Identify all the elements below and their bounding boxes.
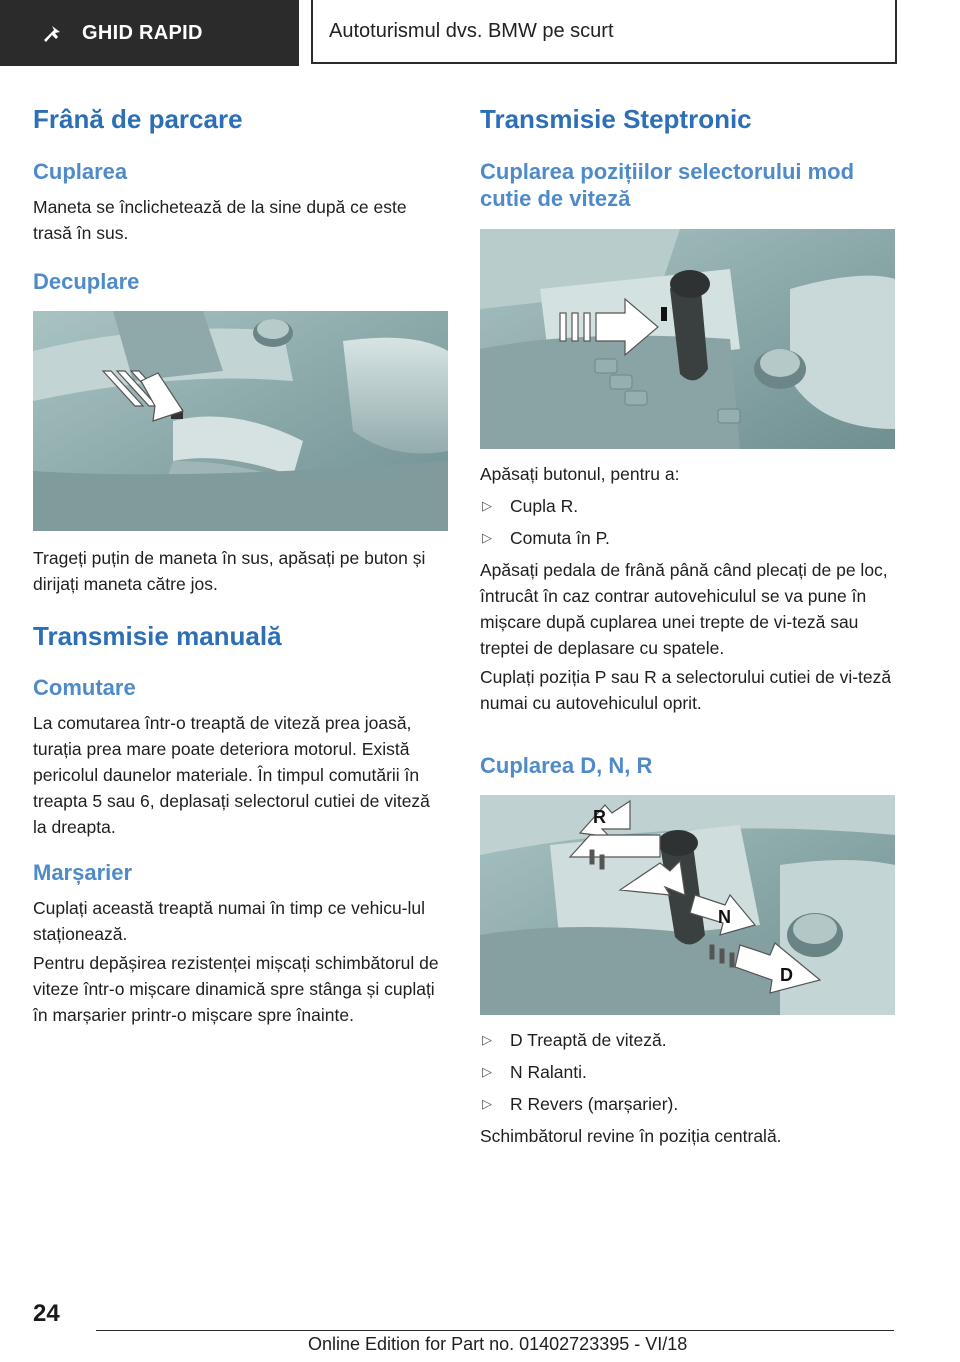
bullet-triangle-icon: ▷: [482, 1032, 492, 1047]
footer-edition: Online Edition for Part no. 01402723395 - VI/18: [308, 1334, 688, 1354]
heading-steptronic: Transmisie Steptronic: [480, 104, 752, 134]
selector-button-illustration: [480, 229, 895, 449]
bullet-triangle-icon: ▷: [482, 1064, 492, 1079]
list-item-label: Cupla R.: [510, 496, 579, 516]
position-n-label: N: [718, 907, 731, 927]
chapter-title: Autoturismul dvs. BMW pe scurt: [329, 19, 614, 42]
page-number: 24: [33, 1300, 60, 1327]
subheading-reverse: Marșarier: [33, 860, 133, 885]
section-label: GHID RAPID: [82, 21, 203, 44]
list-item-label: R Revers (marșarier).: [510, 1094, 679, 1114]
bullet-triangle-icon: ▷: [482, 498, 492, 513]
heading-manual-transmission: Transmisie manuală: [33, 621, 282, 651]
text-shifting: La comutarea într-o treaptă de viteză prea joasă, turația prea mare poate deteriora motorul. Există pericolul daunelor materiale. În timpul comutării în treapta 5 sau 6, deplasați selectorul cutiei de viteză la dreapta.: [33, 713, 430, 837]
text-press-button: Apăsați butonul, pentru a:: [480, 464, 680, 484]
list-item: [480, 493, 578, 519]
quick-guide-icon: [38, 18, 68, 48]
list-item: [480, 1027, 667, 1053]
position-d-label: D: [780, 965, 793, 985]
heading-parking-brake: Frână de parcare: [33, 104, 243, 134]
text-reverse-2: Pentru depășirea rezistenței mișcați schimbătorul de viteze într-o mișcare dinamică spre stânga și cuplați în marșarier printr-o mișcare spre înainte.: [33, 953, 439, 1025]
header-section-tab: [0, 0, 299, 66]
list-item-label: Comuta în P.: [510, 528, 610, 548]
text-engage: Maneta se înclichetează de la sine după ce este trasă în sus.: [33, 197, 407, 243]
subheading-dnr: Cuplarea D, N, R: [480, 753, 653, 778]
text-engage-p-r: Cuplați poziția P sau R a selectorului cutiei de vi-teză numai cu autovehiculul oprit.: [480, 667, 892, 713]
footer-divider: [96, 1330, 894, 1331]
list-item-label: N Ralanti.: [510, 1062, 587, 1082]
list-item: [480, 1059, 587, 1085]
chapter-header: [311, 0, 897, 64]
subheading-selector-positions: Cuplarea pozițiilor selectorului mod cutie de viteză: [480, 159, 855, 211]
subheading-engage: Cuplarea: [33, 159, 128, 184]
list-item: [480, 525, 610, 551]
position-r-label: R: [593, 807, 606, 827]
subheading-release: Decuplare: [33, 269, 140, 294]
bullet-triangle-icon: ▷: [482, 1096, 492, 1111]
list-item: [480, 1091, 678, 1117]
bullet-triangle-icon: ▷: [482, 530, 492, 545]
text-release: Trageți puțin de maneta în sus, apăsați pe buton și dirijați maneta către jos.: [33, 548, 426, 594]
list-item-label: D Treaptă de viteză.: [510, 1030, 667, 1050]
subheading-shifting: Comutare: [33, 675, 136, 700]
text-reverse-1: Cuplați această treaptă numai în timp ce vehicu-lul staționează.: [33, 898, 426, 944]
dnr-illustration: [480, 795, 895, 1015]
text-returns-center: Schimbătorul revine în poziția centrală.: [480, 1126, 782, 1146]
text-brake-pedal: Apăsați pedala de frână până când plecați de pe loc, întrucât în caz contrar autovehiculul se va pune în mișcare după cuplarea unei trepte de vi-teză sau treptei de deplasare cu spatele.: [480, 560, 888, 658]
handbrake-illustration: [33, 311, 448, 531]
